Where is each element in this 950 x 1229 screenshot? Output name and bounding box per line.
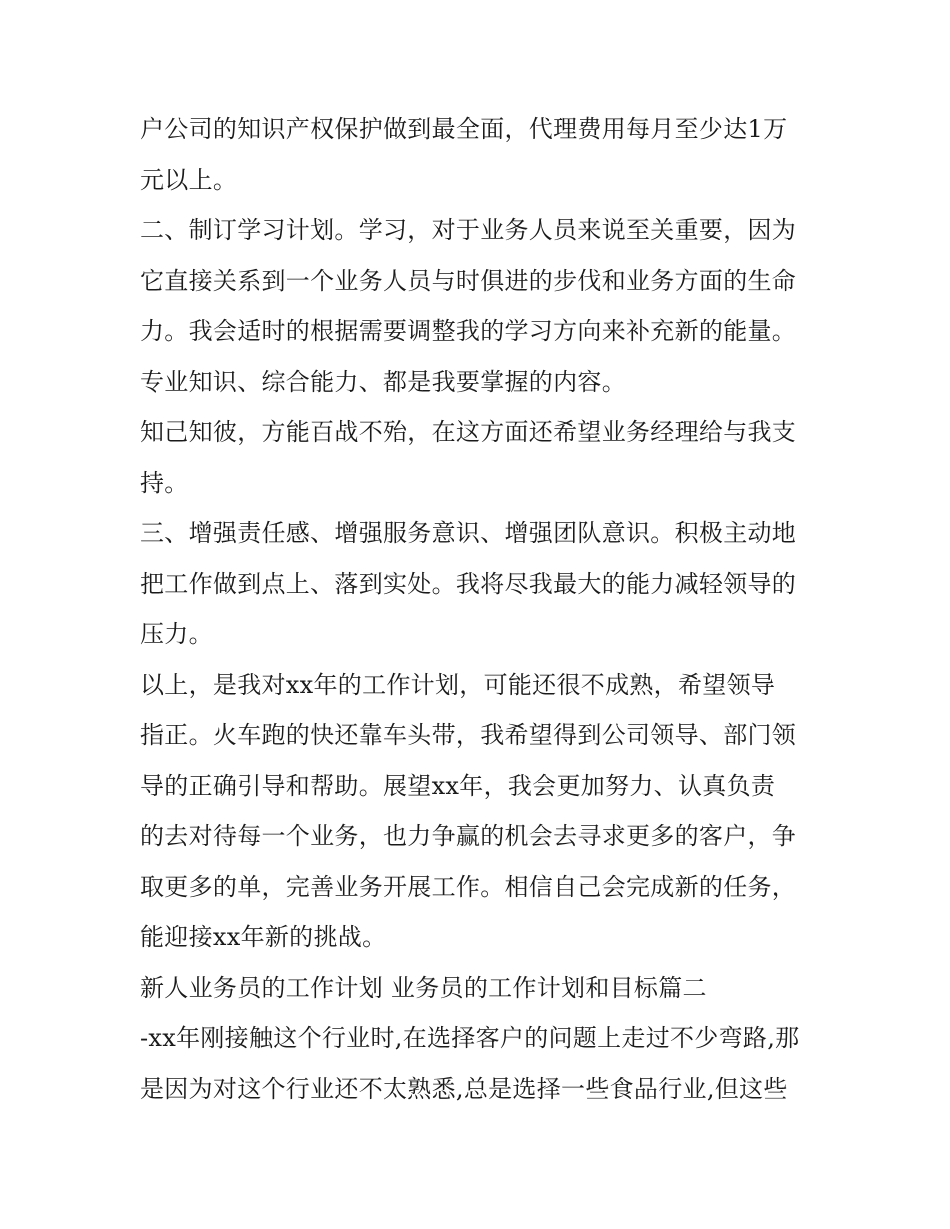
text-line-9: 三、增强责任感、增强服务意识、增强团队意识。积极主动地	[140, 519, 797, 547]
text-line-16: 取更多的单，完善业务开展工作。相信自己会完成新的任务，	[140, 872, 797, 901]
text-line-12: 以上，是我对xx年的工作计划，可能还很不成熟，希望领导	[140, 670, 776, 699]
text-line-7: 知己知彼，方能百战不殆，在这方面还希望业务经理给与我支	[140, 418, 797, 446]
section-heading: 新人业务员的工作计划 业务员的工作计划和目标篇二	[140, 973, 707, 1002]
text-line-15: 的去对待每一个业务，也力争赢的机会去寻求更多的客户，争	[140, 822, 797, 850]
text-line-17: 能迎接xx年新的挑战。	[140, 923, 387, 951]
text-line-14: 导的正确引导和帮助。展望xx年，我会更加努力、认真负责	[140, 771, 776, 800]
text-line-1: 户公司的知识产权保护做到最全面，代理费用每月至少达1万	[140, 115, 788, 143]
text-line-8: 持。	[140, 468, 189, 497]
text-line-4: 它直接关系到一个业务人员与时俱进的步伐和业务方面的生命	[140, 266, 797, 295]
text-line-20: 是因为对这个行业还不太熟悉,总是选择一些食品行业,但这些	[140, 1074, 788, 1103]
document-body	[140, 104, 820, 1114]
text-line-3: 二、制订学习计划。学习，对于业务人员来说至关重要，因为	[140, 216, 797, 244]
text-line-13: 指正。火车跑的快还靠车头带，我希望得到公司领导、部门领	[140, 721, 797, 749]
text-line-19: -xx年刚接触这个行业时,在选择客户的问题上走过不少弯路,那	[140, 1024, 800, 1052]
text-line-11: 压力。	[140, 620, 213, 648]
text-line-2: 元以上。	[140, 165, 238, 194]
text-line-6: 专业知识、综合能力、都是我要掌握的内容。	[140, 367, 626, 396]
text-line-5: 力。我会适时的根据需要调整我的学习方向来补充新的能量。	[140, 317, 797, 345]
text-line-10: 把工作做到点上、落到实处。我将尽我最大的能力减轻领导的	[140, 569, 797, 598]
